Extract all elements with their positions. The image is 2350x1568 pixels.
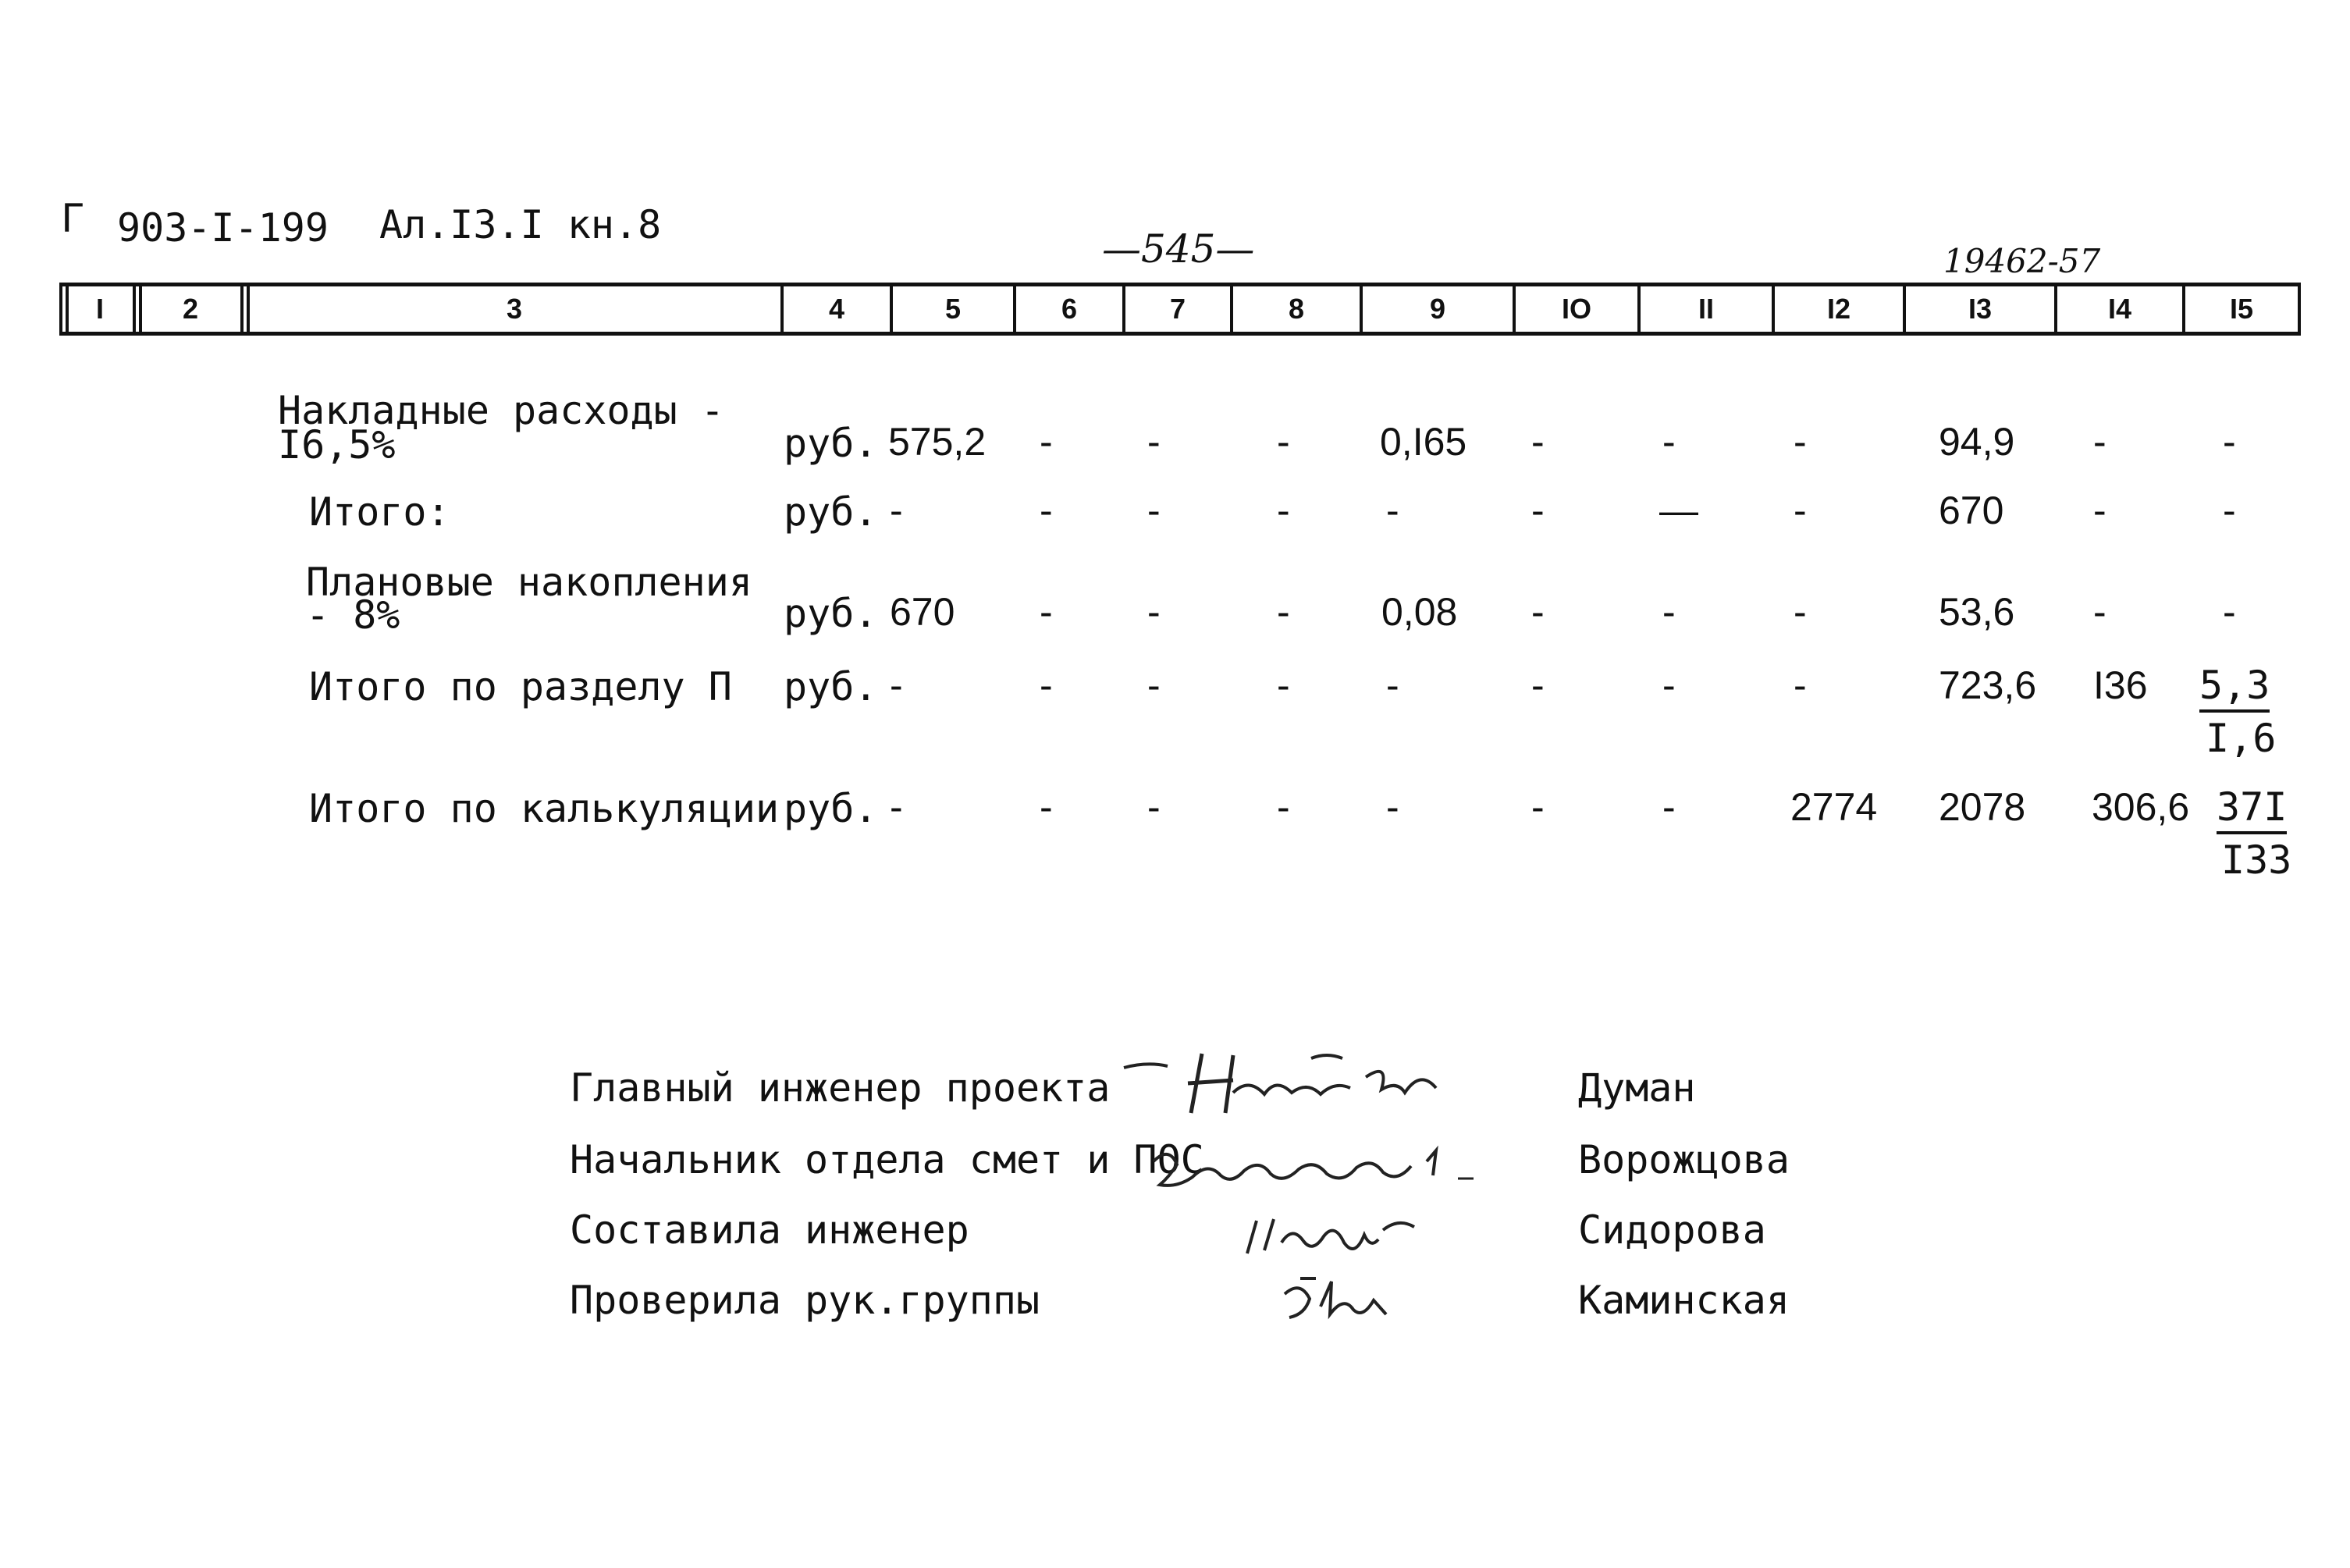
row-label-continued: I6,5% <box>278 422 396 468</box>
column-number: I2 <box>1826 293 1851 325</box>
value-col9: 0,I65 <box>1380 420 1467 464</box>
signature-name: Ворожцова <box>1578 1137 1790 1182</box>
value-col15: - <box>2223 489 2236 532</box>
value-col10: - <box>1531 420 1545 464</box>
column-number: I <box>95 293 104 325</box>
column-number: I5 <box>2229 293 2254 325</box>
value-col6: - <box>1040 785 1053 829</box>
value-col8: - <box>1277 489 1290 532</box>
value-col14: - <box>2093 489 2106 532</box>
column-number: I3 <box>1968 293 1993 325</box>
value-col9: 0,08 <box>1381 590 1458 634</box>
column-number: 7 <box>1169 293 1186 325</box>
handwritten-signature <box>1116 1038 1452 1124</box>
fraction-numerator: 5,3 <box>2199 663 2270 713</box>
value-col6: - <box>1040 663 1053 707</box>
value-col5: - <box>890 489 903 532</box>
value-col10: - <box>1531 489 1545 532</box>
signature-name: Сидорова <box>1578 1207 1766 1253</box>
row-label: Плановые накопления <box>306 560 752 605</box>
value-col11: - <box>1662 663 1676 707</box>
value-col14: 306,6 <box>2092 785 2190 829</box>
value-col6: - <box>1040 420 1053 464</box>
value-col11: - <box>1662 420 1676 464</box>
unit: руб. <box>784 421 878 466</box>
value-col10: - <box>1531 785 1545 829</box>
value-col13: 2078 <box>1939 785 2026 829</box>
handwritten-signature <box>1238 1199 1425 1269</box>
value-col7: - <box>1147 785 1161 829</box>
signature-name: Думан <box>1578 1065 1696 1111</box>
signature-name: Каминская <box>1578 1278 1790 1323</box>
value-col7: - <box>1147 663 1161 707</box>
value-col11: — <box>1659 489 1698 532</box>
value-col12: - <box>1794 590 1807 634</box>
row-label-continued: - 8% <box>306 592 400 638</box>
value-col15-numerator <box>2217 784 2288 830</box>
signature-role: Начальник отдела смет и ПОС <box>570 1137 1204 1182</box>
column-number: II <box>1698 293 1714 325</box>
value-col15-denominator: I,6 <box>2206 716 2277 761</box>
value-col14: - <box>2093 420 2106 464</box>
value-col9: - <box>1386 663 1399 707</box>
fraction-numerator: 37I <box>2217 784 2287 834</box>
column-number: 2 <box>182 293 199 325</box>
value-col13: 94,9 <box>1939 420 2015 464</box>
value-col7: - <box>1147 420 1161 464</box>
value-col9: - <box>1386 785 1399 829</box>
value-col13: 53,6 <box>1939 590 2015 634</box>
value-col5: 670 <box>890 590 955 634</box>
value-col15-numerator <box>2199 665 2270 706</box>
column-number: IO <box>1561 293 1591 325</box>
value-col5: - <box>890 663 903 707</box>
value-col14: - <box>2093 590 2106 634</box>
unit: руб. <box>784 664 878 709</box>
column-number: 6 <box>1061 293 1078 325</box>
value-col14: I36 <box>2093 663 2148 707</box>
value-col6: - <box>1040 590 1053 634</box>
unit: руб. <box>784 786 878 831</box>
value-col10: - <box>1531 663 1545 707</box>
value-col8: - <box>1277 420 1290 464</box>
value-col5: - <box>890 785 903 829</box>
unit: руб. <box>784 489 878 535</box>
column-number: 4 <box>828 293 845 325</box>
document-code: 903-I-199 <box>117 205 329 251</box>
value-col8: - <box>1277 663 1290 707</box>
column-number: 8 <box>1288 293 1305 325</box>
value-col12: - <box>1794 489 1807 532</box>
signature-role: Главный инженер проекта <box>570 1065 1111 1111</box>
row-label: Итого по разделу П <box>309 664 732 709</box>
value-col8: - <box>1277 590 1290 634</box>
row-label: Накладные расходы - <box>278 388 724 433</box>
value-col11: - <box>1662 785 1676 829</box>
value-col7: - <box>1147 489 1161 532</box>
column-number: 9 <box>1429 293 1446 325</box>
corner-mark: Г <box>61 196 85 241</box>
value-col11: - <box>1662 590 1676 634</box>
unit: руб. <box>784 591 878 636</box>
column-number: 5 <box>944 293 962 325</box>
value-col9: - <box>1386 489 1399 532</box>
handwritten-signature <box>1146 1130 1489 1200</box>
value-col15: - <box>2223 420 2236 464</box>
value-col12: 2774 <box>1790 785 1878 829</box>
row-label: Итого: <box>309 489 450 535</box>
value-col15: - <box>2223 590 2236 634</box>
value-col5: 575,2 <box>888 420 987 464</box>
handwritten-signature <box>1269 1263 1402 1333</box>
signature-role: Составила инженер <box>570 1207 969 1253</box>
column-number: I4 <box>2107 293 2132 325</box>
column-number-bar <box>59 283 2301 336</box>
value-col7: - <box>1147 590 1161 634</box>
column-number: 3 <box>506 293 523 325</box>
value-col12: - <box>1794 420 1807 464</box>
value-col15-denominator: I33 <box>2221 837 2292 883</box>
page-number: —545— <box>1102 226 1255 272</box>
value-col13: 723,6 <box>1939 663 2037 707</box>
album-reference: Ал.I3.I кн.8 <box>379 202 662 247</box>
value-col12: - <box>1794 663 1807 707</box>
value-col8: - <box>1277 785 1290 829</box>
row-label: Итого по калькуляции <box>309 786 780 831</box>
value-col6: - <box>1040 489 1053 532</box>
inventory-number: 19462-57 <box>1943 242 2101 280</box>
value-col13: 670 <box>1939 489 2004 532</box>
value-col10: - <box>1531 590 1545 634</box>
signature-role: Проверила рук.группы <box>570 1278 1040 1323</box>
